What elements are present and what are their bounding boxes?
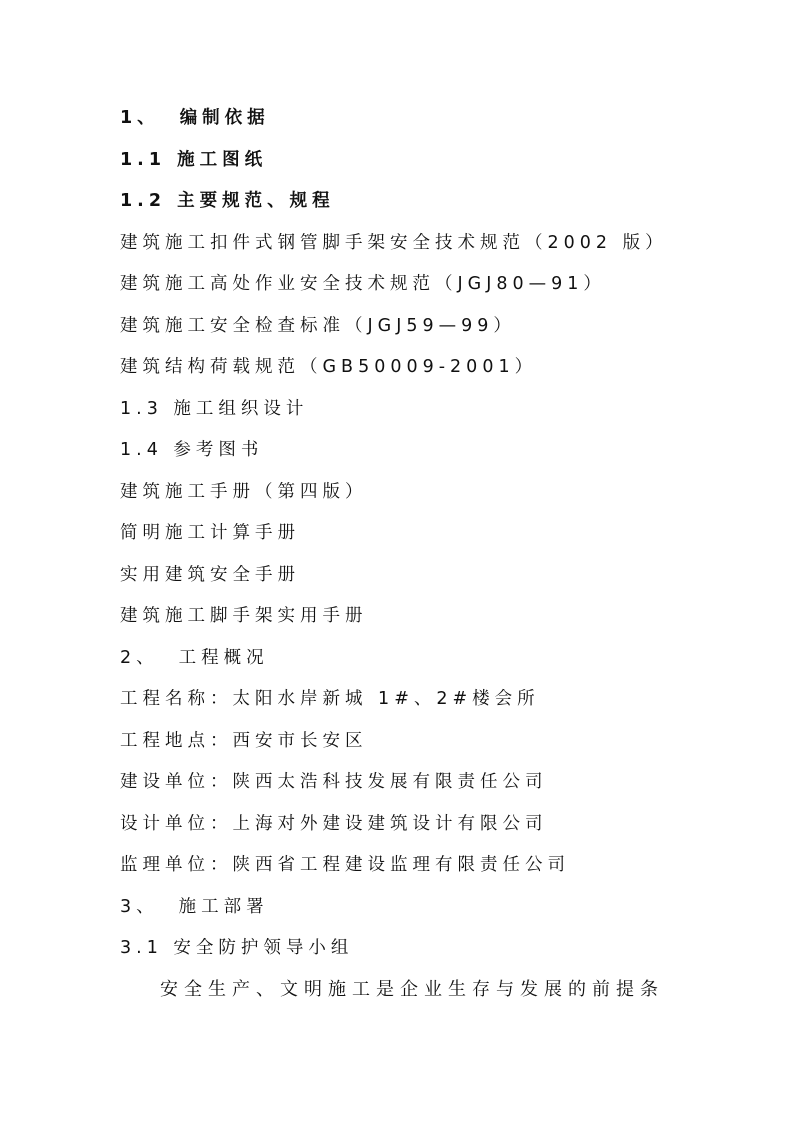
reference-item: 建筑施工高处作业安全技术规范（JGJ80—91） — [120, 274, 606, 294]
section-title: 编制依据 — [179, 108, 270, 128]
project-info-line: 监理单位：陕西省工程建设监理有限责任公司 — [120, 855, 570, 875]
subsection-heading: 1.1 施工图纸 — [120, 150, 268, 170]
section-title: 施工部署 — [178, 897, 269, 917]
subsection-heading: 1.3 施工组织设计 — [120, 399, 309, 419]
reference-item: 建筑施工手册（第四版） — [120, 482, 368, 502]
reference-item: 实用建筑安全手册 — [120, 565, 300, 585]
section-number: 3、 — [120, 897, 159, 917]
reference-item: 建筑结构荷载规范（GB50009-2001） — [120, 357, 538, 377]
body-paragraph: 安全生产、文明施工是企业生存与发展的前提条 — [160, 979, 664, 1000]
reference-item: 简明施工计算手册 — [120, 523, 300, 543]
section-title: 工程概况 — [178, 648, 269, 668]
project-info-line: 工程名称：太阳水岸新城 1#、2#楼会所 — [120, 689, 540, 709]
section-number: 1、 — [120, 108, 160, 128]
section-heading-3 — [120, 895, 269, 919]
subsection-heading: 3.1 安全防护领导小组 — [120, 938, 354, 958]
section-heading-2 — [120, 646, 269, 670]
subsection-heading: 1.2 主要规范、规程 — [120, 191, 335, 211]
reference-item: 建筑施工安全检查标准（JGJ59—99） — [120, 316, 516, 336]
project-info-line: 工程地点：西安市长安区 — [120, 731, 368, 751]
section-heading-1 — [120, 106, 270, 130]
project-info-line: 设计单位：上海对外建设建筑设计有限公司 — [120, 814, 548, 834]
section-number: 2、 — [120, 648, 159, 668]
reference-item: 建筑施工脚手架实用手册 — [120, 606, 368, 626]
subsection-heading: 1.4 参考图书 — [120, 440, 264, 460]
project-info-line: 建设单位：陕西太浩科技发展有限责任公司 — [120, 772, 548, 792]
reference-item: 建筑施工扣件式钢管脚手架安全技术规范（2002 版） — [120, 233, 668, 253]
